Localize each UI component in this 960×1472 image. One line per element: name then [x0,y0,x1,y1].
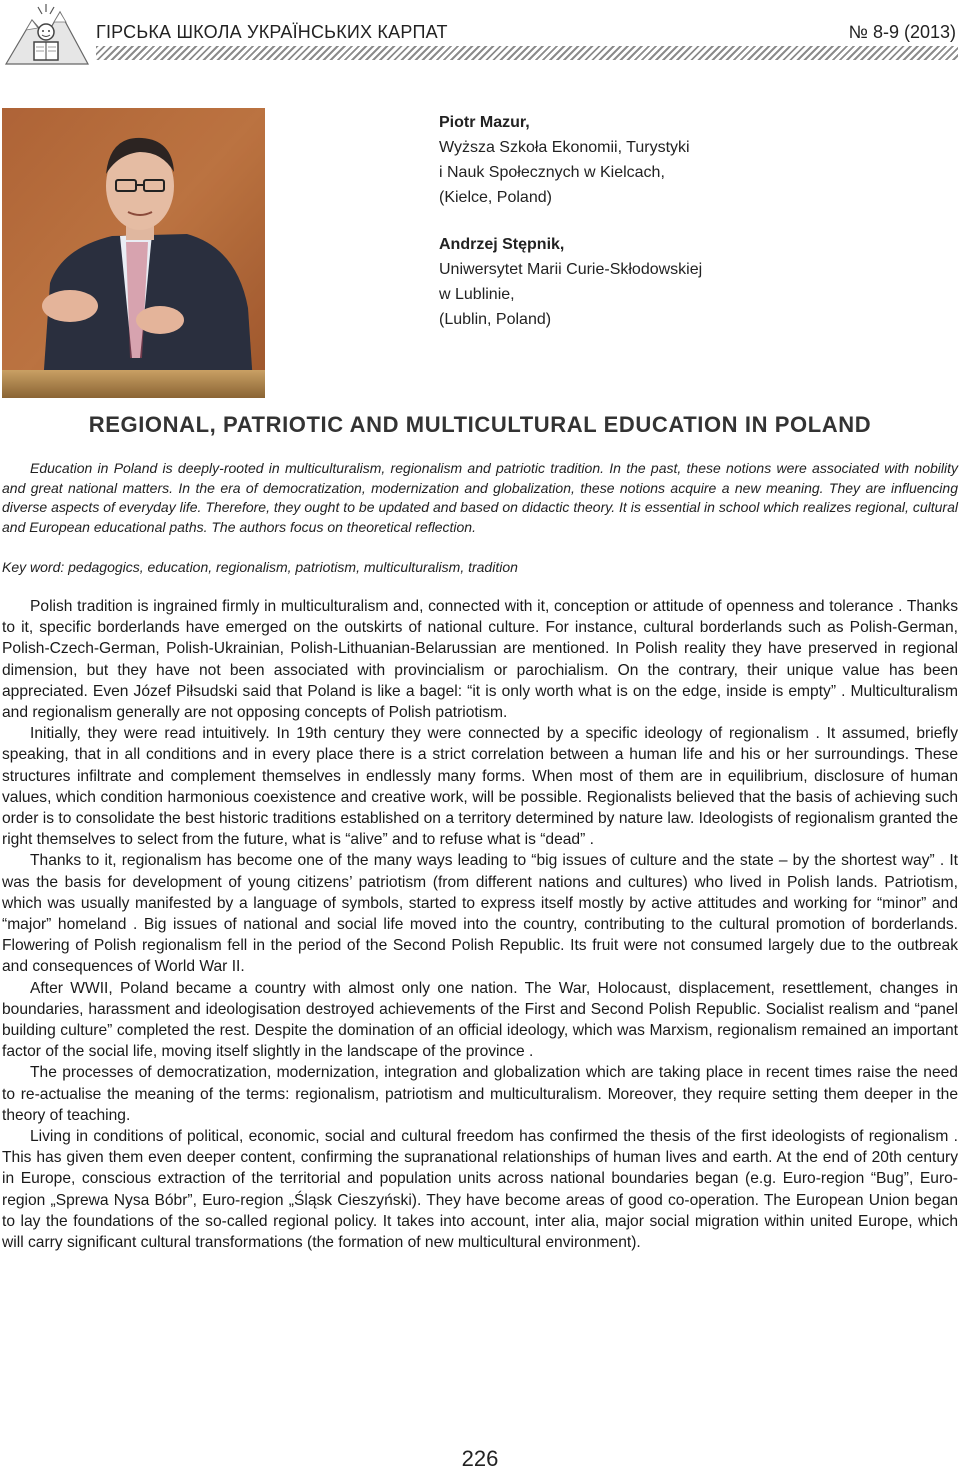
body-paragraph: The processes of democratization, modernization, integration and globalization which are taking place in recent times raise the need to re-actualise the meaning of the terms: regionalism, patriotism and multiculturalism. Moreover, they require setting them deeper in the theory of teaching. [2,1064,958,1124]
page-header [0,0,960,70]
body-paragraph: Living in conditions of political, economic, social and cultural freedom has confirmed the thesis of the first ideologists of regionalism . This has given them even deeper content, confirming the supranational relationships of human lives and earth. At the end of 20th century in Europe, conscious extraction of the territorial and population units across national boundaries began (e.g. Euro-region “Bug”, Euro-region „Sprewa Nysa Bóbr”, Euro-region „Śląsk Cieszyński). They have become areas of good co-operation. The European Union began to lay the foundations of the so-called regional policy. It takes into account, inter alia, major social migration within united Europe, which will carry significant cultural transformations (the formation of new multicultural environment). [2,1128,958,1252]
author-entry [439,110,939,210]
journal-title: ГІРСЬКА ШКОЛА УКРАЇНСЬКИХ КАРПАТ [96,22,448,42]
author-affiliation-line: (Lublin, Poland) [439,311,552,328]
abstract: Education in Poland is deeply-rooted in multiculturalism, regionalism and patriotic tradition. In the past, these notions were associated with nobility and great national matters. In the era of democratization, modernization and globalization, these notions acquire a new meaning. They are influencing diverse aspects of everyday life. Therefore, they ought to be updated and based on didactic theory. It is essential in school which realizes regional, cultural and European educational paths. The authors focus on theoretical reflection. [2,460,958,535]
author-photo [2,108,265,398]
article-body [2,596,958,1253]
article-title: REGIONAL, PATRIOTIC AND MULTICULTURAL EDUCATION IN POLAND [88,412,872,437]
author-affiliation-line: i Nauk Społecznych w Kielcach, [439,164,665,181]
school-logo-icon [2,2,90,70]
body-paragraph: After WWII, Poland became a country with almost only one nation. The War, Holocaust, displacement, resettlement, changes in boundaries, harassment and ideologisation destroyed achievements of the First and Second Polish Republic. Socialist realism and “panel building culture” completed the rest. Despite the domination of an official ideology, which was Marxism, regionalism remained an important factor of the social life, moving itself slightly in the landscape of the province . [2,979,958,1061]
header-divider [96,46,958,60]
body-paragraph: Thanks to it, regionalism has become one of the many ways leading to “big issues of culture and the state – by the shortest way” . It was the basis for development of young citizens’ patriotism (from different nations and cultures) who lived in Polish lands. Patriotism, which was usually manifested by a language of symbols, started to express itself mostly by active attitudes and working for “minor” and “major” homeland . Big issues of national and social life moved into the country, contributing to the cultural promotion of borderlands. Flowering of Polish regionalism fell in the period of the Second Polish Republic. Its fruit were not consumed largely due to the outbreak and consequences of World War II. [2,852,958,976]
body-paragraph: Initially, they were read intuitively. In 19th century they were connected by a specific ideology of regionalism . It assumed, briefly speaking, that in all conditions and in every place there is a strict correlation between a human life and his or her surroundings. These structures infiltrate and complement themselves in endlessly many forms. When most of them are in equilibrium, disclosure of human values, which condition harmonious coexistence and creative work, will be possible. Regionalists believed that the basis of achieving such order is to consolidate the best historic traditions established on a territory determined by nature law. Ideologists of regionalism granted the right themselves to select from the future, what is “alive” and to refuse what is “dead” . [2,725,958,849]
author-name: Andrzej Stępnik, [439,236,565,253]
author-affiliation-line: (Kielce, Poland) [439,189,552,206]
author-name: Piotr Mazur, [439,114,530,131]
author-entry [439,232,939,332]
author-list [439,110,939,354]
author-affiliation-line: Uniwersytet Marii Curie-Skłodowskiej [439,261,703,278]
author-affiliation-line: w Lublinie, [439,286,515,303]
body-paragraph: Polish tradition is ingrained firmly in multiculturalism and, connected with it, conception or attitude of openness and tolerance . Thanks to it, specific borderlands have emerged on the outskirts of national culture. For instance, cultural borderlands such as Polish-German, Polish-Czech-German, Polish-Ukrainian, Polish-Lithuanian-Belarussian are mentioned. In Polish reality they have preserved in regional dimension, but they have not been associated with provincialism or parochialism. On the contrary, their unique value has been appreciated. Even Józef Piłsudski said that Poland is like a bagel: “it is only worth what is on the edge, inside is empty” . Multiculturalism and regionalism generally are not opposing concepts of Polish patriotism. [2,598,958,722]
keywords: Key word: pedagogics, education, regionalism, patriotism, multiculturalism, tradition [2,559,518,575]
author-affiliation-line: Wyższa Szkoła Ekonomii, Turystyki [439,139,690,156]
issue-number: № 8-9 (2013) [848,22,956,42]
page-number: 226 [461,1446,499,1471]
